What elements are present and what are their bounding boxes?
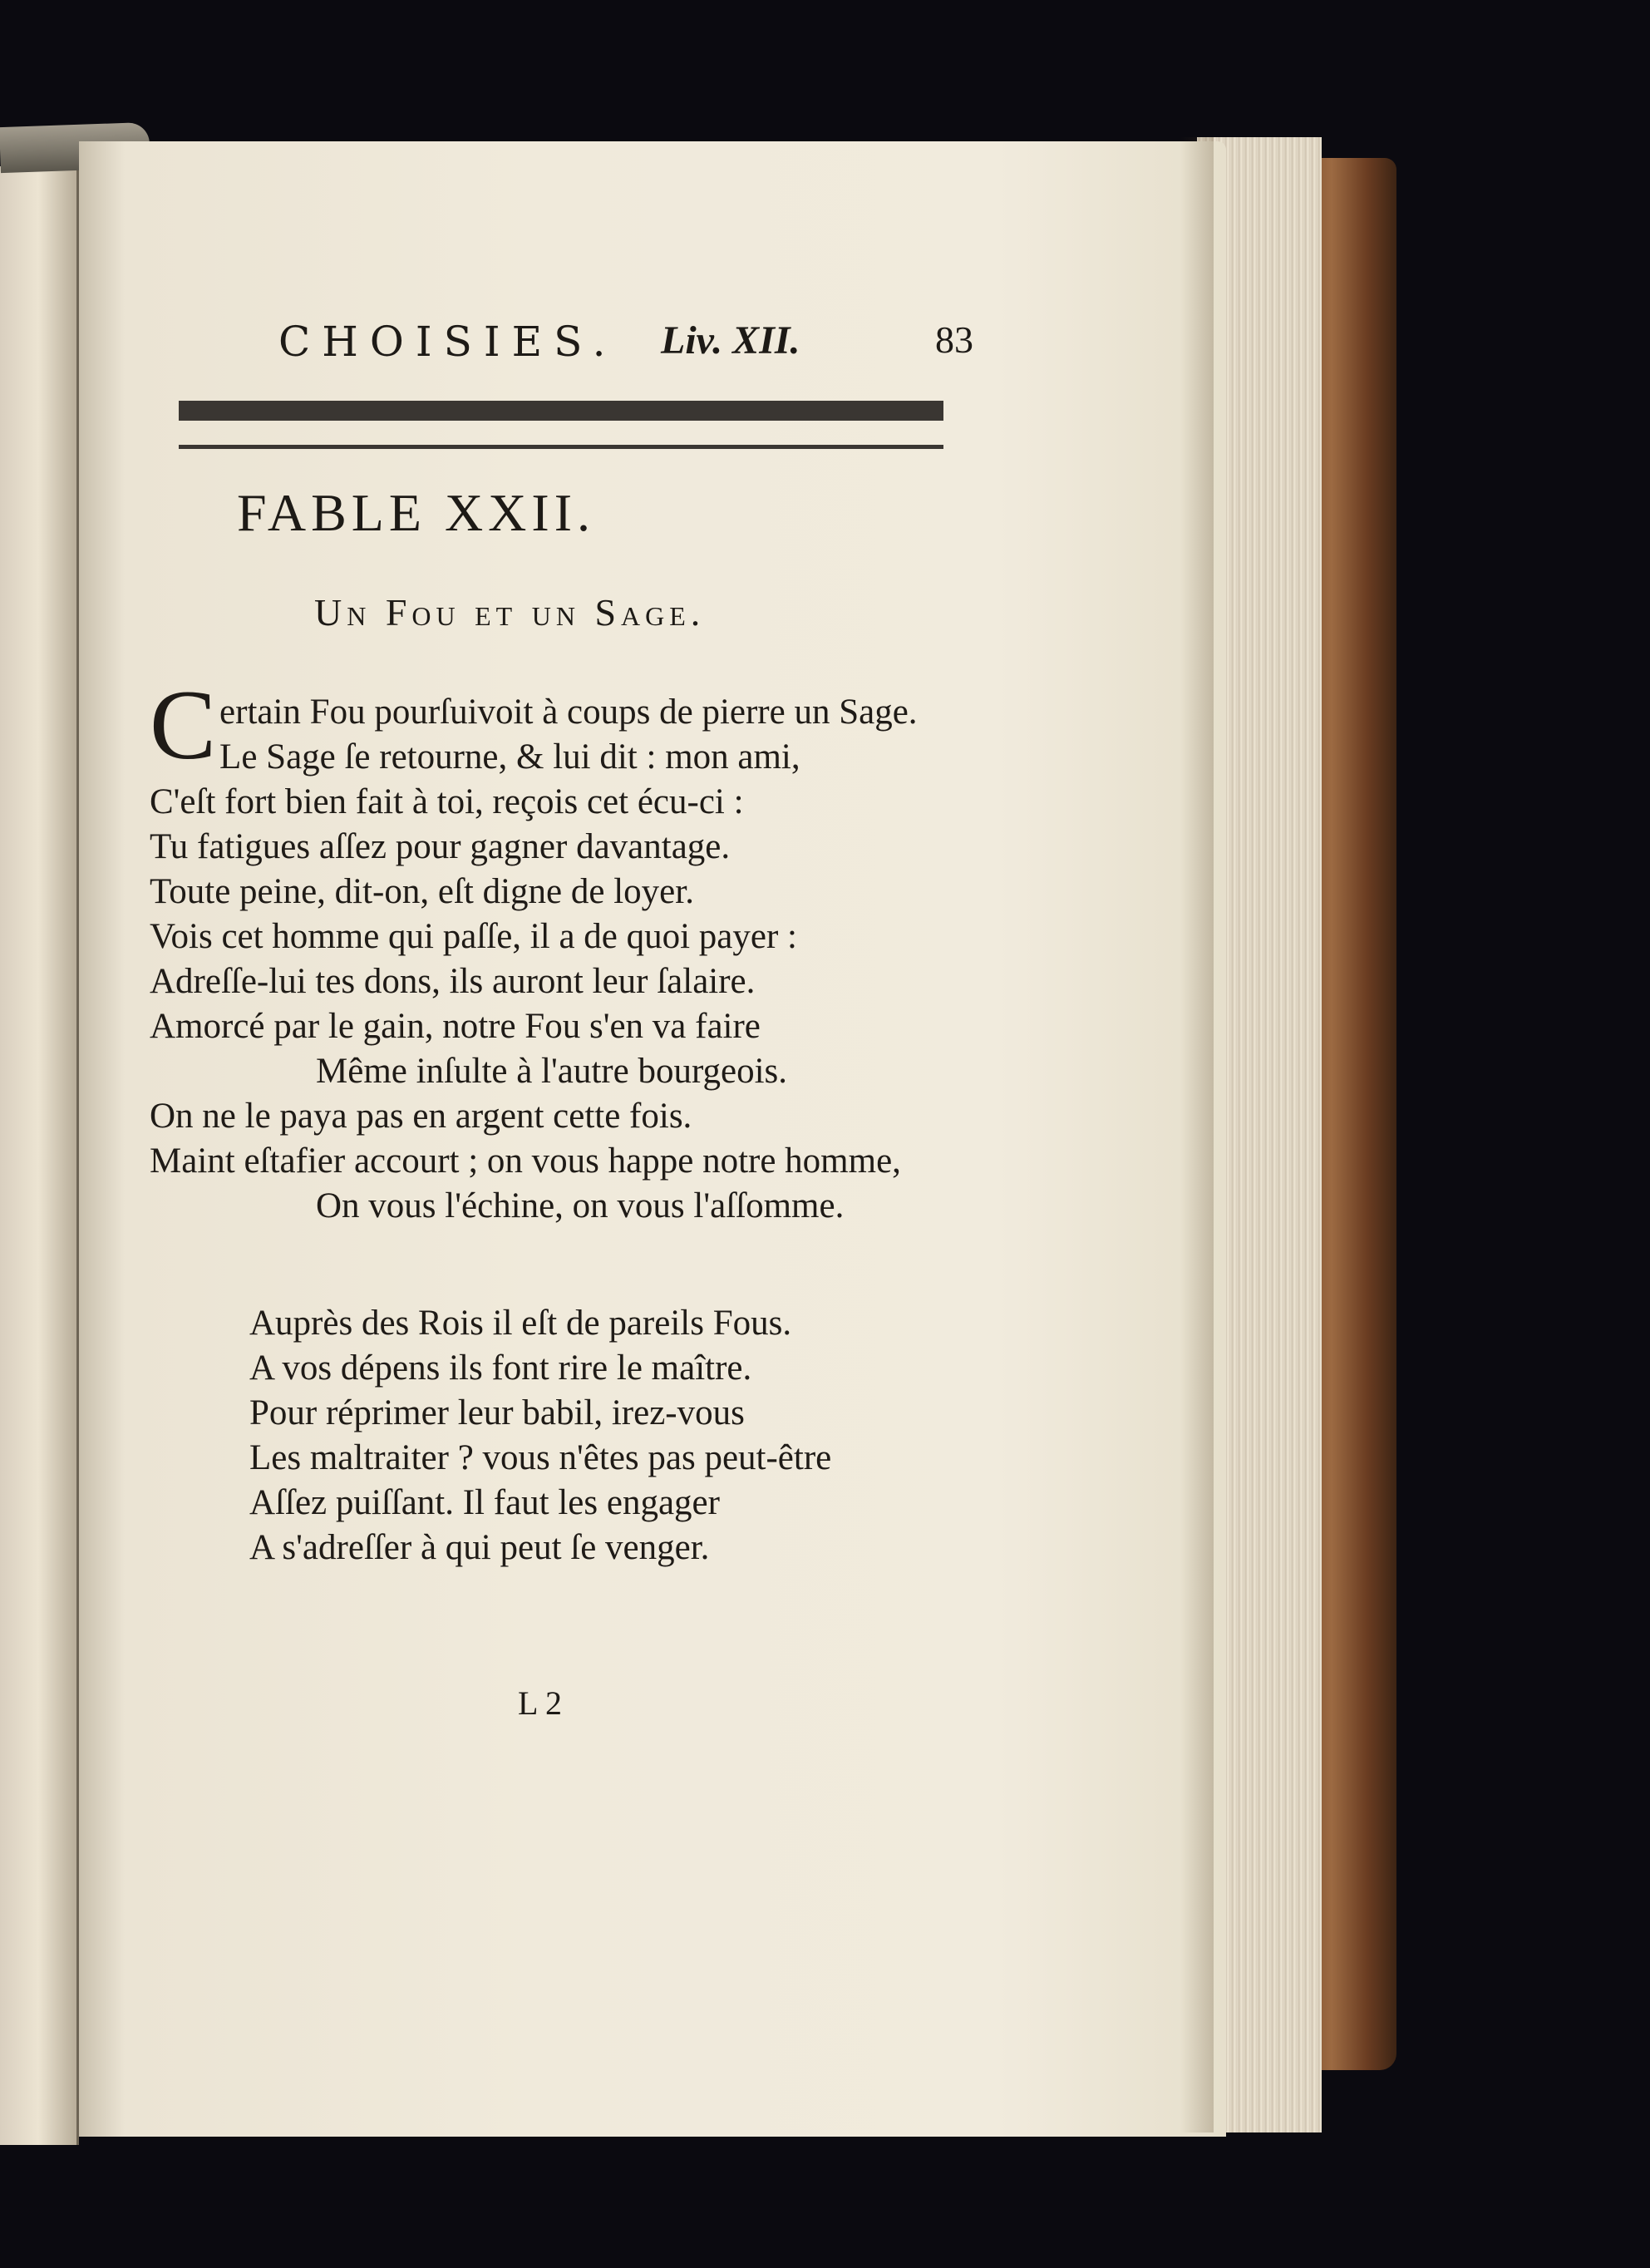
drop-cap: C	[150, 669, 217, 780]
verse-line: On ne le paya pas en argent cette fois.	[150, 1097, 692, 1136]
moral-line: A vos dépens ils font rire le maître.	[249, 1348, 752, 1388]
fable-subtitle: Un Fou et un Sage.	[314, 591, 706, 634]
moral-line: Pour réprimer leur babil, irez-vous	[249, 1393, 745, 1432]
verse-line: Maint eſtafier accourt ; on vous happe notre homme,	[150, 1141, 901, 1181]
verse-line: Tu fatigues aſſez pour gagner davantage.	[150, 827, 731, 866]
verse-line: Amorcé par le gain, notre Fou s'en va faire	[150, 1007, 761, 1046]
left-page-edge	[0, 166, 79, 2145]
book-number: Liv. XII.	[661, 318, 800, 362]
verse-line: Vois cet homme qui paſſe, il a de quoi payer :	[150, 917, 797, 956]
running-head	[278, 318, 993, 376]
moral-line: Les maltraiter ? vous n'êtes pas peut-être	[249, 1438, 832, 1477]
moral-line: A s'adreſſer à qui peut ſe venger.	[249, 1528, 710, 1567]
moral-line: Aſſez puiſſant. Il faut les engager	[249, 1483, 720, 1522]
verse-line: Certain Fou pourſuivoit à coups de pierre un Sage.	[150, 669, 918, 780]
running-title: CHOISIES.	[278, 318, 618, 366]
thick-rule	[179, 401, 943, 421]
fable-moral	[249, 1301, 997, 1570]
verse-line: On vous l'échine, on vous l'aſſomme.	[316, 1186, 845, 1225]
fable-verse	[150, 669, 1014, 1229]
thin-rule	[179, 445, 943, 449]
verse-line: Toute peine, dit-on, eſt digne de loyer.	[150, 872, 694, 911]
verse-line: C'eſt fort bien fait à toi, reçois cet écu-ci :	[150, 782, 744, 821]
verse-line: Adreſſe-lui tes dons, ils auront leur ſalaire.	[150, 962, 756, 1001]
page-number: 83	[935, 318, 973, 361]
fable-title: FABLE XXII.	[237, 483, 595, 542]
signature-mark: L 2	[518, 1684, 562, 1722]
verse-line: Le Sage ſe retourne, & lui dit : mon ami,	[219, 737, 800, 777]
moral-line: Auprès des Rois il eſt de pareils Fous.	[249, 1304, 792, 1343]
verse-line: Même inſulte à l'autre bourgeois.	[316, 1052, 787, 1091]
